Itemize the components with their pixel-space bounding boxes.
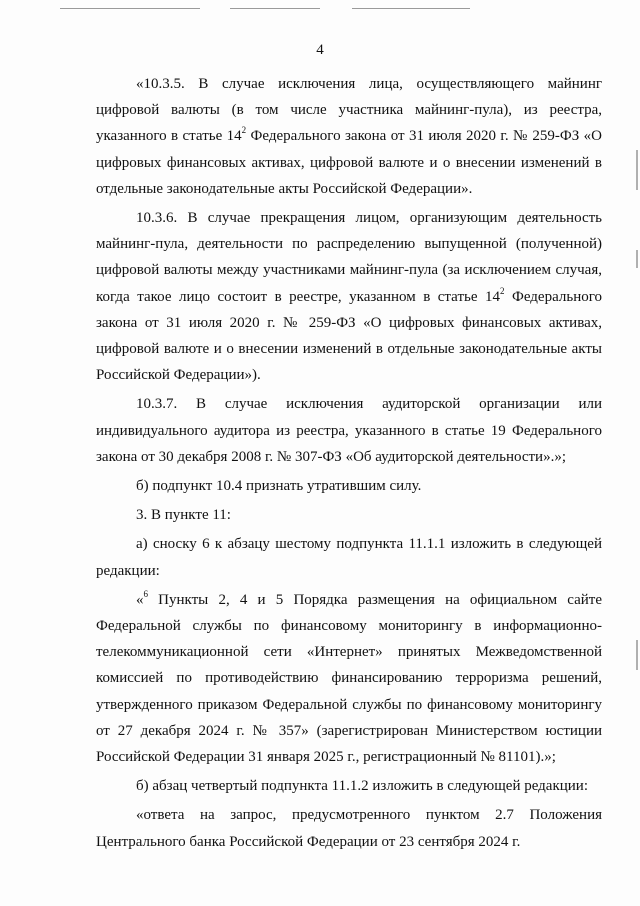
paragraph-point-3 — [96, 502, 602, 528]
paragraph-text: 3. В пункте 11: — [136, 507, 231, 524]
paragraph-text: а) сноску 6 к абзацу шестому подпункта 11.1.1 изложить в следующей редакции: — [96, 536, 602, 579]
paragraph-text: б) подпункт 10.4 признать утратившим силу. — [136, 478, 422, 495]
paragraph-text: Пункты 2, 4 и 5 Порядка размещения на официальном сайте Федеральной службы по финансовому мониторингу в информационно-телекоммуникационной сети «Интернет» принятых Межведомственной комиссией по противодействию финансированию терроризма решений, утвержденного приказом Федеральной службы по финансовому мониторингу от 27 декабря 2024 г. № 357» (зарегистрирован Министерством юстиции Российской Федерации 31 января 2025 г., регистрационный № 81101).»; — [96, 591, 602, 766]
paragraph-text: «10.3.5. В случае исключения лица, осуществляющего майнинг цифровой валюты (в том числе участника майнинг-пула), из реестра, указанного в статье 14 — [96, 76, 602, 145]
paragraph-response-quote — [96, 802, 602, 854]
paragraph-subitem-b-2 — [96, 773, 602, 799]
scan-edge-mark — [636, 150, 638, 190]
paragraph-10-3-6 — [96, 205, 602, 388]
paragraph-footnote-6 — [96, 587, 602, 770]
paragraph-10-3-5 — [96, 71, 602, 202]
page-number: 4 — [316, 42, 324, 58]
paragraph-text: б) абзац четвертый подпункта 11.1.2 изложить в следующей редакции: — [136, 778, 589, 795]
superscript: 2 — [499, 285, 505, 296]
paragraph-subitem-b — [96, 473, 602, 499]
scan-artifact-line — [60, 8, 200, 9]
scan-artifact-line — [352, 8, 470, 9]
paragraph-text: Федерального закона от 31 июля 2020 г. № 259-ФЗ «О цифровых финансовых активах, цифровой валюте и о внесении изменений в отдельные законодательные акты Российской Федерации». — [96, 128, 602, 197]
paragraph-text: 10.3.7. В случае исключения аудиторской организации или индивидуального аудитора из реестра, указанного в статье 19 Федерального закона от 30 декабря 2008 г. № 307-ФЗ «Об аудиторской деятельности».»; — [96, 396, 602, 465]
scan-edge-mark — [636, 640, 638, 670]
paragraph-text: «ответа на запрос, предусмотренного пунктом 2.7 Положения Центрального банка Российской Федерации от 23 сентября 2024 г. — [96, 807, 602, 850]
scan-edge-mark — [636, 250, 638, 268]
paragraph-text: Федерального закона от 31 июля 2020 г. № 259-ФЗ «О цифровых финансовых активах, цифровой валюте и о внесении изменений в отдельные законодательные акты Российской Федерации»). — [96, 288, 602, 384]
paragraph-text: « — [136, 591, 144, 608]
scan-artifact-line — [230, 8, 320, 9]
document-body — [96, 71, 602, 855]
paragraph-subitem-a — [96, 531, 602, 583]
paragraph-10-3-7 — [96, 391, 602, 470]
superscript: 2 — [241, 125, 247, 136]
superscript: 6 — [143, 588, 148, 599]
paragraph-text: 10.3.6. В случае прекращения лицом, организующим деятельность майнинг-пула, деятельности по распределению выпущенной (полученной) цифровой валюты между участниками майнинг-пула (за исключением случая, когда такое лицо состоит в реестре, указанном в статье 14 — [96, 210, 602, 305]
